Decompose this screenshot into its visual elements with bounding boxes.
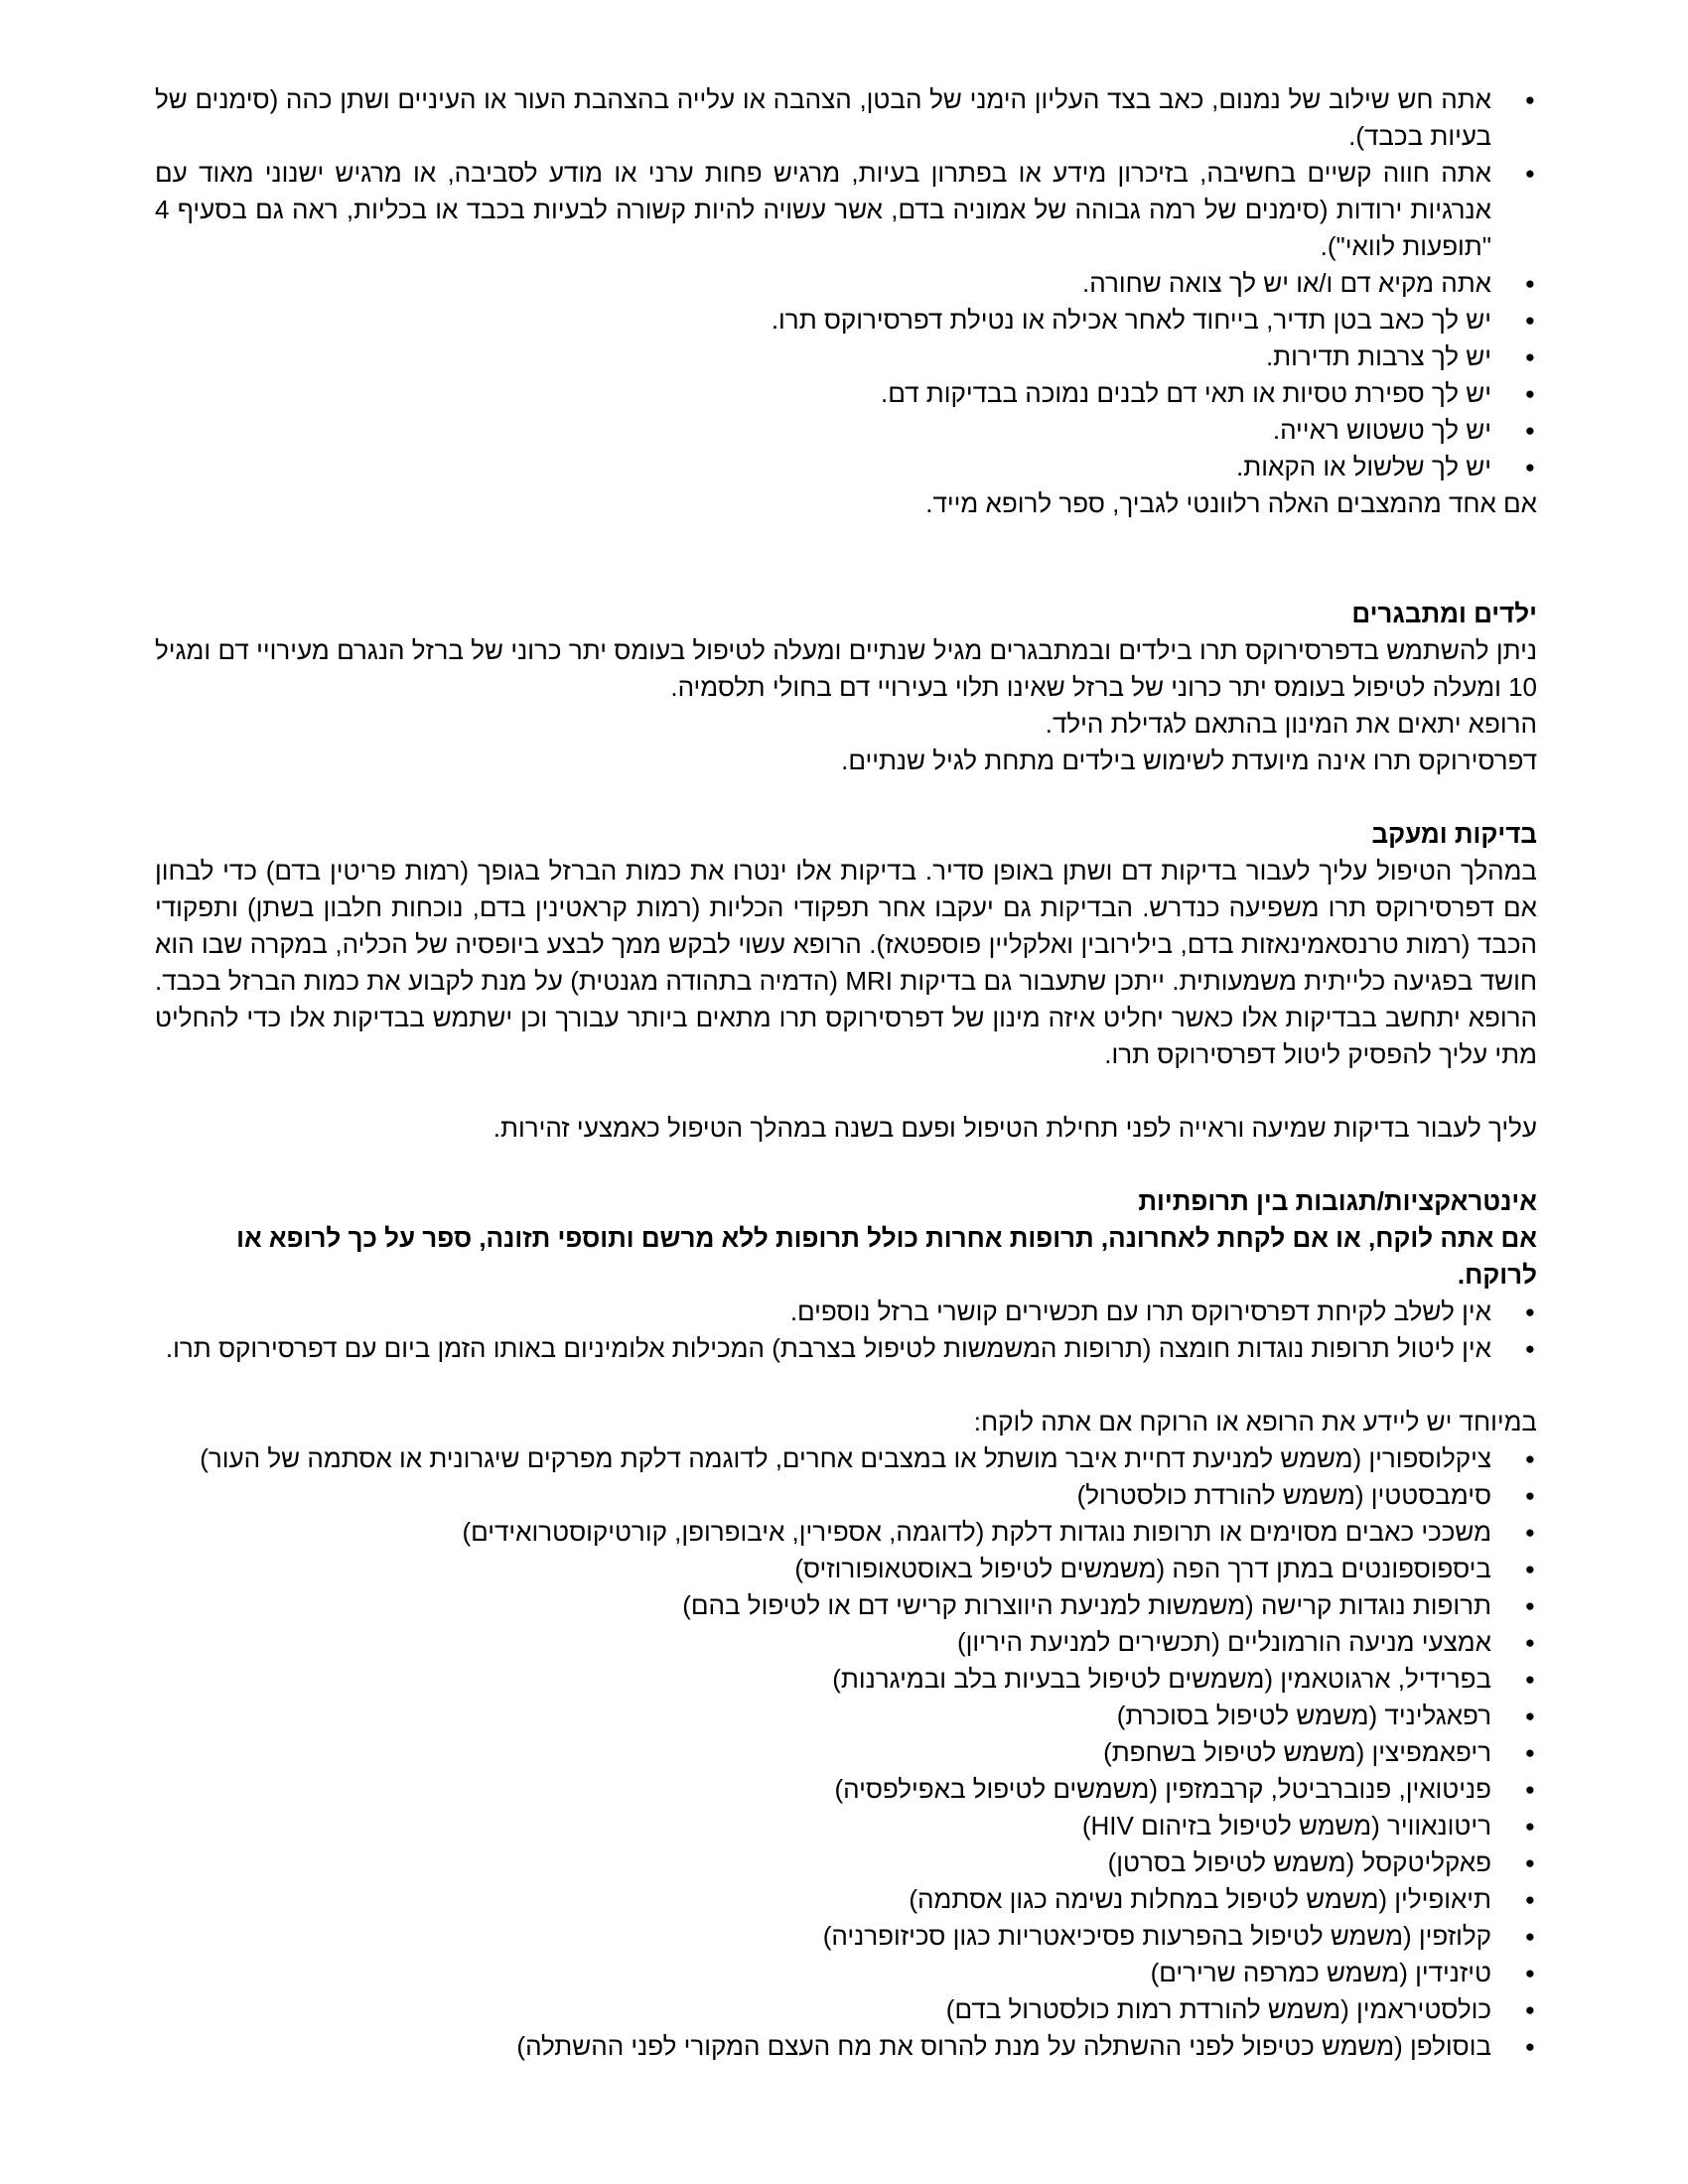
- list-item: ● ריפאמפיצין (משמש לטיפול בשחפת): [155, 1734, 1537, 1771]
- list-item: ● סימבסטטין (משמש להורדת כולסטרול): [155, 1477, 1537, 1514]
- children-paragraph: ניתן להשתמש בדפרסירוקס תרו בילדים ובמתבגרים מגיל שנתיים ומעלה לטיפול בעומס יתר כרוני של ברזל הנגרם מעירויי דם ומגיל 10 ומעלה לטיפול בעומס יתר כרוני של ברזל שאינו תלוי בעירויי דם בחולי תלסמיה.: [155, 635, 1537, 702]
- list-item: ● ריטונאוויר (משמש לטיפול בזיהום HIV): [155, 1808, 1537, 1844]
- list-item: ● פניטואין, פנוברביטל, קרבמזפין (משמשים לטיפול באפילפסיה): [155, 1771, 1537, 1808]
- list-item: ● יש לך טשטוש ראייה.: [155, 412, 1537, 449]
- list-item: ● בוסולפן (משמש כטיפול לפני ההשתלה על מנת להרוס את מח העצם המקורי לפני ההשתלה): [155, 2028, 1537, 2065]
- tests-heading: בדיקות ומעקב: [1371, 819, 1537, 849]
- list-item: ● קלוזפין (משמש לטיפול בהפרעות פסיכיאטריות כגון סכיזופרניה): [155, 1918, 1537, 1955]
- children-heading: ילדים ומתבגרים: [1351, 599, 1537, 628]
- interactions-list: [155, 1294, 1537, 1367]
- spacer: [155, 1073, 1537, 1110]
- list-item: ● אין לשלב לקיחת דפרסירוקס תרו עם תכשירים קושרי ברזל נוספים.: [155, 1294, 1537, 1330]
- list-item: ● בפרידיל, ארגוטאמין (משמשים לטיפול בבעיות בלב ובמיגרנות): [155, 1661, 1537, 1698]
- spacer: [155, 559, 1537, 596]
- list-item: ● אתה מקיא דם ו/או יש לך צואה שחורה.: [155, 265, 1537, 302]
- spacer: [155, 779, 1537, 816]
- spacer: [155, 1147, 1537, 1183]
- spacer: [155, 522, 1537, 559]
- warning-signs-list: [155, 81, 1537, 485]
- interactions-heading: אינטראקציות/תגובות בין תרופתיות: [1138, 1186, 1537, 1216]
- tests-paragraph: עליך לעבור בדיקות שמיעה וראייה לפני תחילת הטיפול ופעם בשנה במהלך הטיפול כאמצעי זהירות.: [492, 1113, 1537, 1143]
- list-item: ● אין ליטול תרופות נוגדות חומצה (תרופות המשמשות לטיפול בצרבת) המכילות אלומיניום באותו הזמן ביום עם דפרסירוקס תרו.: [155, 1330, 1537, 1367]
- list-item: ● טיזנידין (משמש כמרפה שרירים): [155, 1955, 1537, 1991]
- list-item: ● אתה חווה קשיים בחשיבה, בזיכרון מידע או בפתרון בעיות, מרגיש פחות ערני או מודע לסביבה, או מרגיש ישנוני מאוד עם אנרגיות ירודות (סימנים של רמה גבוהה של אמוניה בדם, אשר עשויה להיות קשורה לבעיות בכבד או בכליות, ראה גם בסעיף 4 "תופעות לוואי").: [155, 155, 1537, 265]
- list-item: ● אתה חש שילוב של נמנום, כאב בצד העליון הימני של הבטן, הצהבה או עלייה בהצהבת העור או העיניים ושתן כהה (סימנים של בעיות בכבד).: [155, 81, 1537, 155]
- list-item: ● תרופות נוגדות קרישה (משמשות למניעת היווצרות קרישי דם או לטיפול בהם): [155, 1587, 1537, 1624]
- interactions-intro: במיוחד יש ליידע את הרופא או הרוקח אם אתה לוקח:: [973, 1407, 1537, 1436]
- tests-paragraph: במהלך הטיפול עליך לעבור בדיקות דם ושתן באופן סדיר. בדיקות אלו ינטרו את כמות הברזל בגופך (רמות פריטין בדם) כדי לבחון אם דפרסירוקס תרו משפיעה כנדרש. הבדיקות גם יעקבו אחר תפקודי הכליות (רמות קראטינין בדם, נוכחות חלבון בשתן) ותפקודי הכבד (רמות טרנסאמינאזות בדם, בילירובין ואלקליין פוספטאז). הרופא עשוי לבקש ממך לבצע ביופסיה של הכליה, במקרה שבו הוא חושד בפגיעה כלייתית משמעותית. ייתכן שתעבור גם בדיקות MRI (הדמיה בתהודה מגנטית) על מנת לקבוע את כמות הברזל בכבד. הרופא יתחשב בבדיקות אלו כאשר יחליט איזה מינון של דפרסירוקס תרו מתאים ביותר עבורך וכן ישתמש בבדיקות אלו כדי להחליט מתי עליך להפסיק ליטול דפרסירוקס תרו.: [155, 856, 1537, 1069]
- list-item: ● רפאגליניד (משמש לטיפול בסוכרת): [155, 1698, 1537, 1734]
- list-item: ● יש לך כאב בטן תדיר, בייחוד לאחר אכילה או נטילת דפרסירוקס תרו.: [155, 302, 1537, 339]
- drug-interactions-list: [155, 1440, 1537, 2065]
- list-item: ● ביספוספונטים במתן דרך הפה (משמשים לטיפול באוסטאופורוזיס): [155, 1551, 1537, 1587]
- warning-footer-text: אם אחד מהמצבים האלה רלוונטי לגביך, ספר לרופא מייד.: [925, 488, 1537, 518]
- leaflet-page: [155, 81, 1537, 2065]
- list-item: ● ציקלוספורין (משמש למניעת דחיית איבר מושתל או במצבים אחרים, לדוגמה דלקת מפרקים שיגרונית או אסתמה של העור): [155, 1440, 1537, 1477]
- list-item: ● תיאופילין (משמש לטיפול במחלות נשימה כגון אסתמה): [155, 1881, 1537, 1918]
- children-paragraph: דפרסירוקס תרו אינה מיועדת לשימוש בילדים מתחת לגיל שנתיים.: [841, 746, 1537, 775]
- list-item: ● יש לך שלשול או הקאות.: [155, 449, 1537, 485]
- spacer: [155, 1367, 1537, 1404]
- children-paragraph: הרופא יתאים את המינון בהתאם לגדילת הילד.: [1045, 709, 1537, 739]
- list-item: ● יש לך ספירת טסיות או תאי דם לבנים נמוכה בבדיקות דם.: [155, 375, 1537, 412]
- list-item: ● אמצעי מניעה הורמונליים (תכשירים למניעת היריון): [155, 1624, 1537, 1661]
- list-item: ● משככי כאבים מסוימים או תרופות נוגדות דלקת (לדוגמה, אספירין, איבופרופן, קורטיקוסטרואידים): [155, 1514, 1537, 1551]
- list-item: ● יש לך צרבות תדירות.: [155, 339, 1537, 375]
- interactions-bold-note: אם אתה לוקח, או אם לקחת לאחרונה, תרופות אחרות כולל תרופות ללא מרשם ותוספי תזונה, ספר על כך לרופא או לרוקח.: [236, 1223, 1537, 1290]
- list-item: ● פאקליטקסל (משמש לטיפול בסרטן): [155, 1844, 1537, 1881]
- list-item: ● כולסטיראמין (משמש להורדת רמות כולסטרול בדם): [155, 1991, 1537, 2028]
